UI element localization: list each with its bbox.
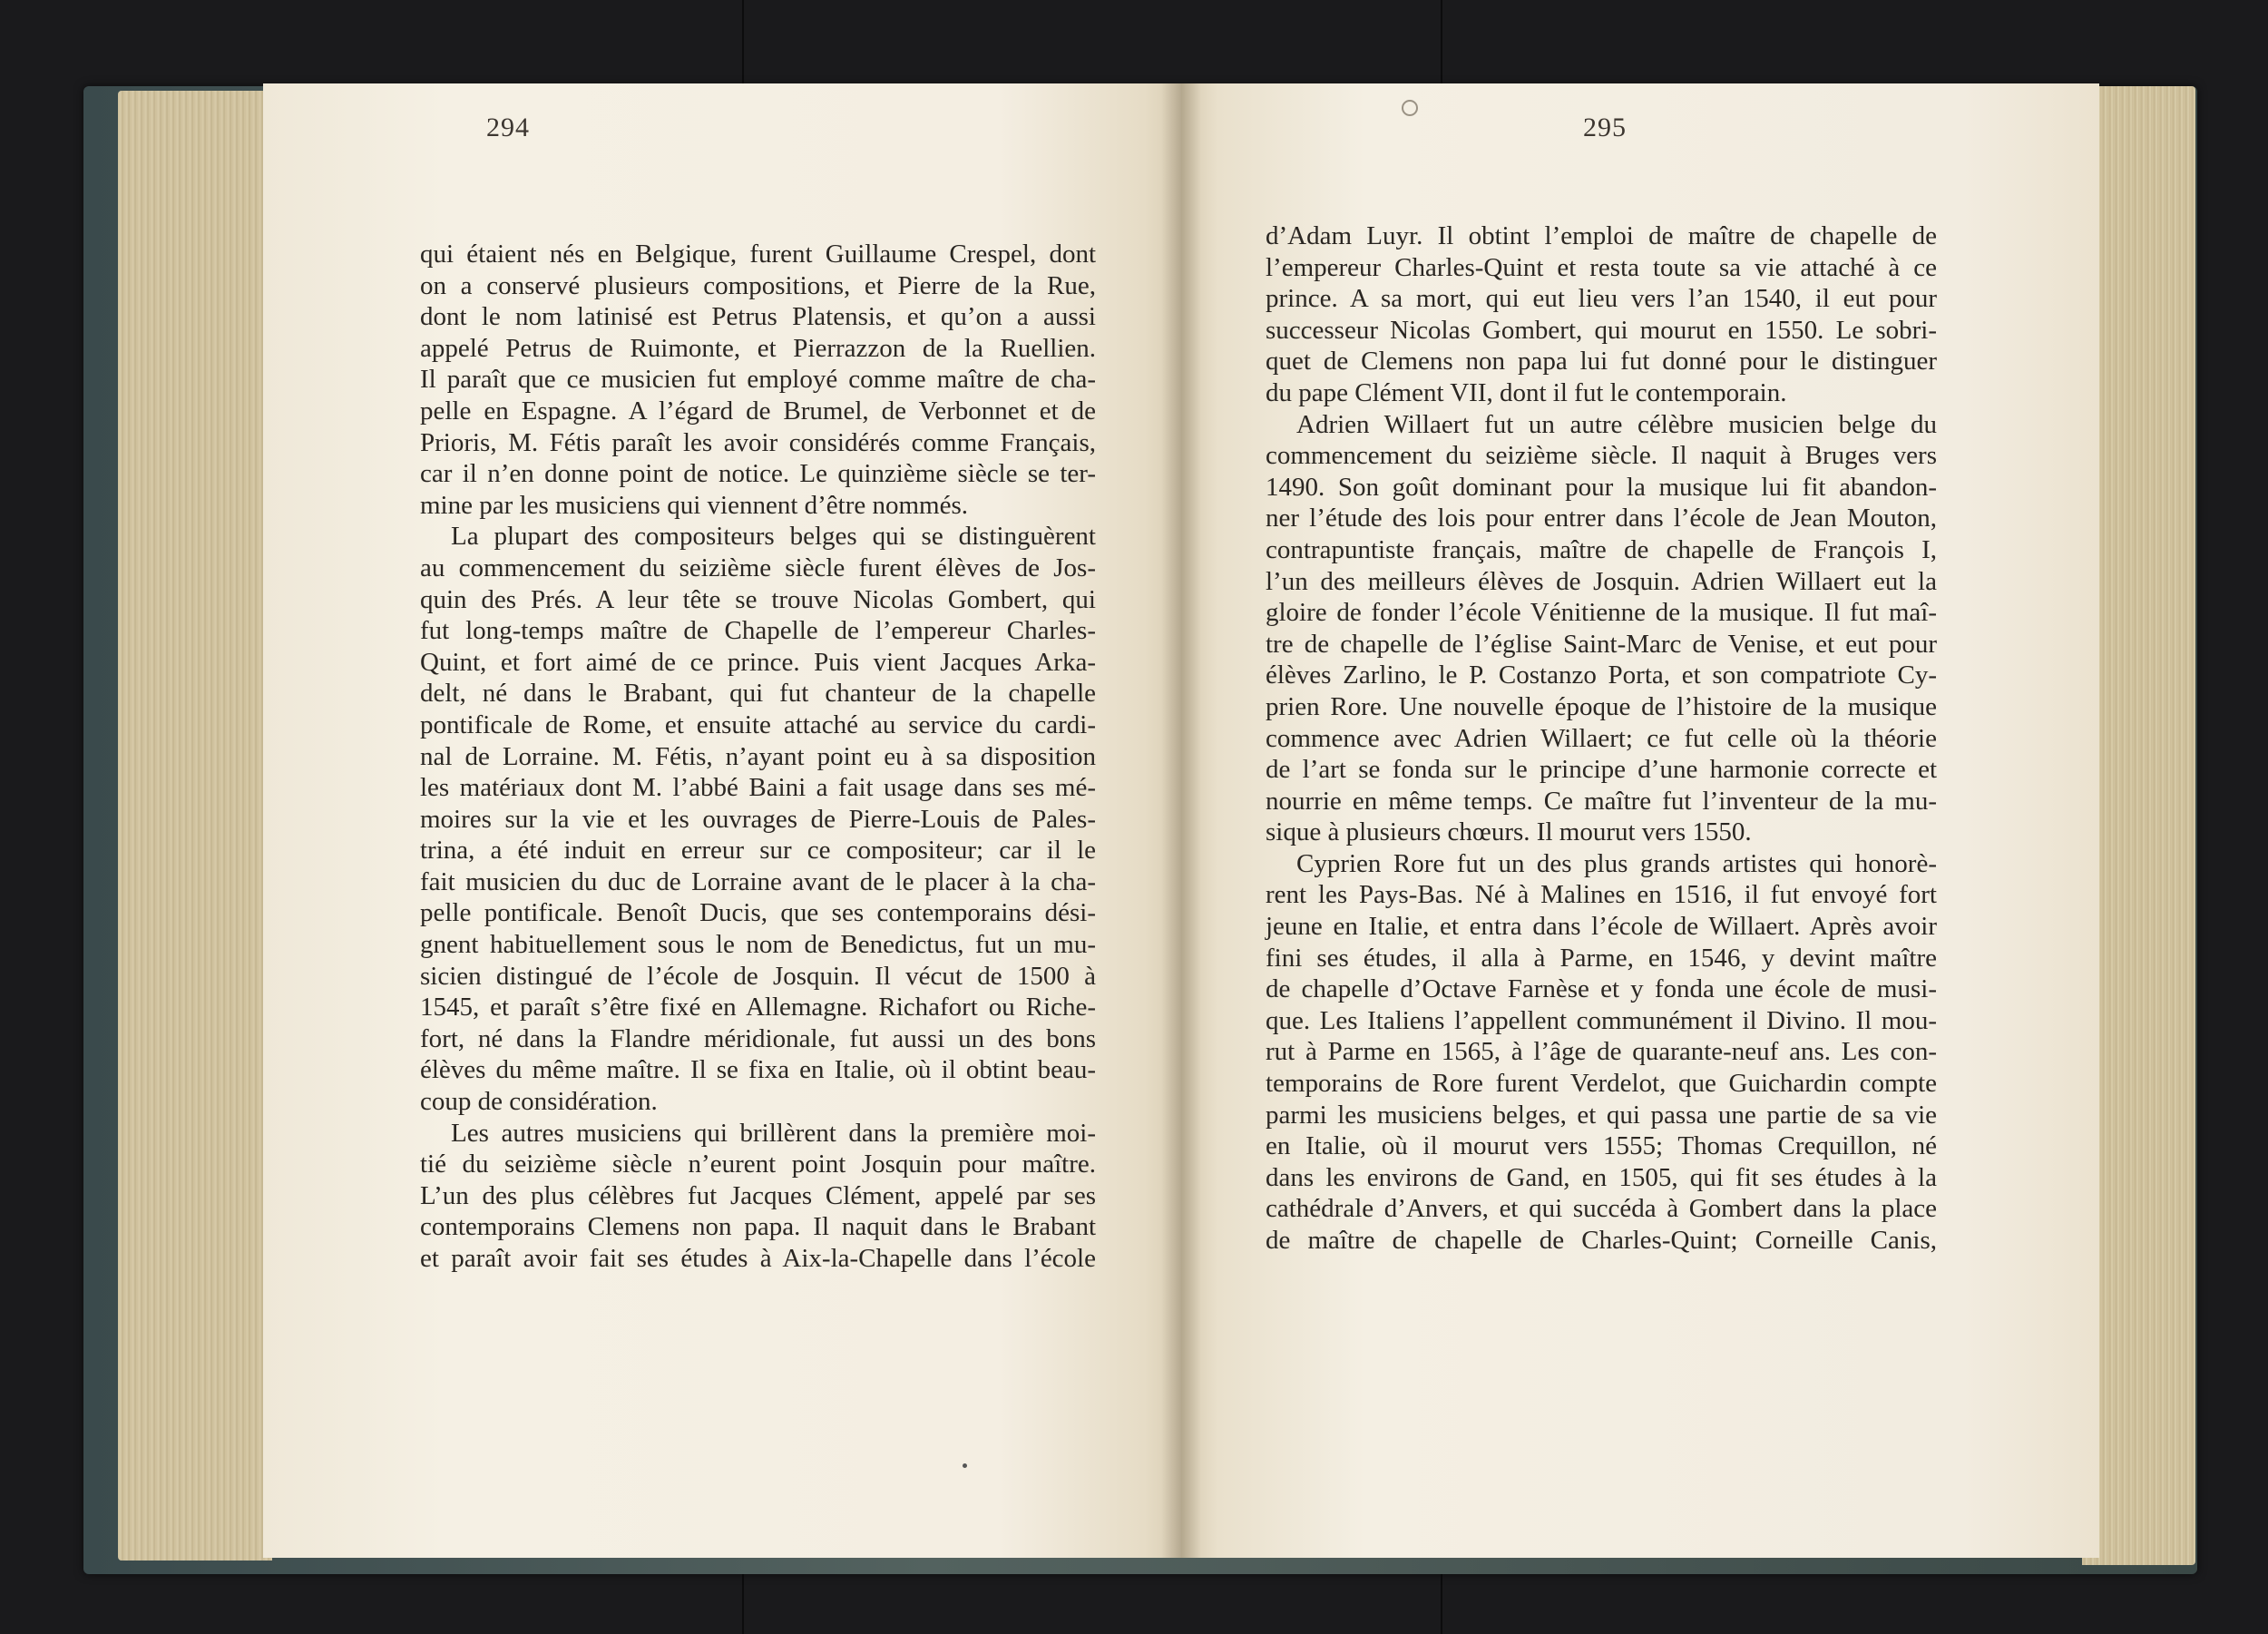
text-line: élèves du même maître. Il se fixa en Italie, où il obtint beau-	[420, 1055, 1096, 1085]
text-line: sicien distingué de l’école de Josquin. Il vécut de 1500 à	[420, 961, 1096, 991]
text-line: car il n’en donne point de notice. Le quinzième siècle se ter-	[420, 459, 1096, 489]
text-line: de maître de chapelle de Charles-Quint; Corneille Canis,	[1266, 1226, 1937, 1255]
text-line: de chapelle d’Octave Farnèse et y fonda une école de musi-	[1266, 974, 1937, 1004]
text-line: temporains de Rore furent Verdelot, que Guichardin compte	[1266, 1069, 1937, 1099]
text-line: fait musicien du duc de Lorraine avant de le placer à la cha-	[420, 866, 1096, 896]
text-line: qui étaient nés en Belgique, furent Guillaume Crespel, dont	[420, 240, 1096, 269]
text-line: fut long-temps maître de Chapelle de l’empereur Charles-	[420, 616, 1096, 646]
text-line: fort, né dans la Flandre méridionale, fut aussi un des bons	[420, 1023, 1096, 1053]
text-line: on a conservé plusieurs compositions, et Pierre de la Rue,	[420, 270, 1096, 300]
text-line: élèves Zarlino, le P. Costanzo Porta, et son compatriote Cy-	[1266, 660, 1937, 690]
text-line: pelle pontificale. Benoît Ducis, que ses contemporains dési-	[420, 898, 1096, 928]
right-page-number: 295	[1583, 113, 1627, 142]
text-line: Quint, et fort aimé de ce prince. Puis vient Jacques Arka-	[420, 647, 1096, 677]
text-line: tre de chapelle de l’église Saint-Marc de Venise, et eut pour	[1266, 629, 1937, 659]
right-page-text	[1266, 220, 1937, 1257]
text-line: dont le nom latinisé est Petrus Platensis, et qu’on a aussi	[420, 302, 1096, 332]
text-line: de l’art se fonda sur le principe d’une harmonie correcte et	[1266, 755, 1937, 785]
text-line: coup de considération.	[420, 1087, 658, 1117]
text-line: commence avec Adrien Willaert; ce fut celle où la théorie	[1266, 723, 1937, 753]
text-line: moires sur la vie et les ouvrages de Pierre-Louis de Pales-	[420, 804, 1096, 834]
text-line: et paraît avoir fait ses études à Aix-la-Chapelle dans l’école	[420, 1244, 1096, 1273]
text-line: parmi les musiciens belges, et qui passa une partie de sa vie	[1266, 1100, 1937, 1130]
text-line: rut à Parme en 1565, à l’âge de quarante-neuf ans. Les con-	[1266, 1037, 1937, 1067]
text-line: Adrien Willaert fut un autre célèbre musicien belge du	[1296, 409, 1937, 439]
paper-mark	[1402, 100, 1418, 116]
text-line: prince. A sa mort, qui eut lieu vers l’an 1540, il eut pour	[1266, 284, 1937, 314]
text-line: contemporains Clemens non papa. Il naquit dans le Brabant	[420, 1212, 1096, 1242]
text-line: pontificale de Rome, et ensuite attaché au service du cardi-	[420, 709, 1096, 739]
text-line: Prioris, M. Fétis paraît les avoir considérés comme Français,	[420, 427, 1096, 457]
text-line: appelé Petrus de Ruimonte, et Pierrazzon de la Ruellien.	[420, 333, 1096, 363]
text-line: tié du seizième siècle n’eurent point Josquin pour maître.	[420, 1150, 1096, 1179]
text-line: les matériaux dont M. l’abbé Baini a fait usage dans ses mé-	[420, 773, 1096, 803]
text-line: jeune en Italie, et entra dans l’école de Willaert. Après avoir	[1266, 912, 1937, 942]
text-line: Les autres musiciens qui brillèrent dans la première moi-	[451, 1118, 1096, 1148]
paper-speck	[963, 1463, 967, 1468]
text-line: Cyprien Rore fut un des plus grands artistes qui honorè-	[1296, 848, 1937, 878]
text-line: gnent habituellement sous le nom de Benedictus, fut un mu-	[420, 930, 1096, 960]
text-line: en Italie, où il mourut vers 1555; Thomas Crequillon, né	[1266, 1131, 1937, 1161]
text-line: 1490. Son goût dominant pour la musique lui fit abandon-	[1266, 472, 1937, 502]
text-line: nourrie en même temps. Ce maître fut l’inventeur de la mu-	[1266, 786, 1937, 816]
text-line: pelle en Espagne. A l’égard de Brumel, de Verbonnet et de	[420, 396, 1096, 426]
text-line: L’un des plus célèbres fut Jacques Clément, appelé par ses	[420, 1180, 1096, 1210]
text-line: ner l’étude des lois pour entrer dans l’école de Jean Mouton,	[1266, 504, 1937, 533]
text-line: fini ses études, il alla à Parme, en 1546, y devint maître	[1266, 943, 1937, 973]
text-line: nal de Lorraine. M. Fétis, n’ayant point eu à sa disposition	[420, 741, 1096, 771]
text-line: au commencement du seizième siècle furent élèves de Jos-	[420, 553, 1096, 582]
text-line: d’Adam Luyr. Il obtint l’emploi de maître de chapelle de	[1266, 221, 1937, 250]
text-line: contrapuntiste français, maître de chapelle de François I,	[1266, 534, 1937, 564]
text-line: trina, a été induit en erreur sur ce compositeur; car il le	[420, 836, 1096, 866]
book-gutter	[1161, 83, 1201, 1558]
text-line: quet de Clemens non papa lui fut donné pour le distinguer	[1266, 347, 1937, 377]
left-page-number: 294	[486, 113, 530, 142]
text-line: mine par les musiciens qui viennent d’être nommés.	[420, 490, 969, 520]
text-line: 1545, et paraît s’être fixé en Allemagne. Richafort ou Riche-	[420, 993, 1096, 1022]
text-line: rent les Pays-Bas. Né à Malines en 1516, il fut envoyé fort	[1266, 880, 1937, 910]
text-line: l’empereur Charles-Quint et resta toute sa vie attaché à ce	[1266, 252, 1937, 282]
text-line: sique à plusieurs chœurs. Il mourut vers 1550.	[1266, 817, 1752, 847]
text-line: La plupart des compositeurs belges qui se distinguèrent	[451, 522, 1096, 552]
text-line: commencement du seizième siècle. Il naquit à Bruges vers	[1266, 441, 1937, 471]
text-line: l’un des meilleurs élèves de Josquin. Adrien Willaert eut la	[1266, 566, 1937, 596]
text-line: delt, né dans le Brabant, qui fut chanteur de la chapelle	[420, 679, 1096, 709]
text-line: gloire de fonder l’école Vénitienne de la musique. Il fut maî-	[1266, 598, 1937, 628]
text-line: du pape Clément VII, dont il fut le contemporain.	[1266, 377, 1787, 407]
text-line: Il paraît que ce musicien fut employé comme maître de cha-	[420, 365, 1096, 395]
page-edges-left	[118, 91, 272, 1561]
left-page-text	[420, 239, 1096, 1275]
text-line: que. Les Italiens l’appellent communément il Divino. Il mou-	[1266, 1005, 1937, 1035]
text-line: dans les environs de Gand, en 1505, qui fit ses études à la	[1266, 1162, 1937, 1192]
text-line: cathédrale d’Anvers, et qui succéda à Gombert dans la place	[1266, 1194, 1937, 1224]
text-line: quin des Prés. A leur tête se trouve Nicolas Gombert, qui	[420, 584, 1096, 614]
text-line: prien Rore. Une nouvelle époque de l’histoire de la musique	[1266, 691, 1937, 721]
text-line: successeur Nicolas Gombert, qui mourut en 1550. Le sobri-	[1266, 315, 1937, 345]
